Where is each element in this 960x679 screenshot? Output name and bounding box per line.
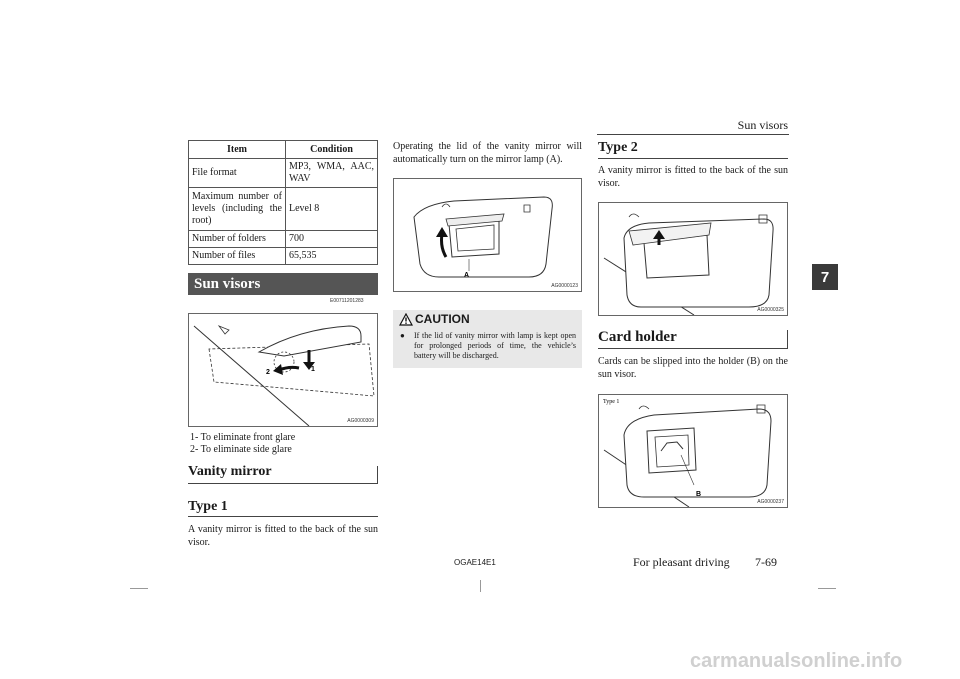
figure-label-a: A bbox=[464, 272, 470, 279]
page-number: 7-69 bbox=[755, 555, 777, 569]
warning-triangle-icon bbox=[399, 313, 413, 326]
section-banner: Sun visors bbox=[188, 273, 378, 295]
table-header-row bbox=[189, 141, 378, 159]
table-row bbox=[189, 231, 378, 248]
vanity-mirror-heading: Vanity mirror bbox=[188, 464, 272, 479]
figure-label-1: 1 bbox=[311, 366, 315, 373]
type2-text: A vanity mirror is fitted to the back of the sun visor. bbox=[598, 165, 788, 189]
watermark: carmanualsonline.info bbox=[690, 650, 903, 672]
type2-heading: Type 2 bbox=[598, 140, 638, 155]
table-row bbox=[189, 188, 378, 231]
caution-text: If the lid of vanity mirror with lamp is kept open for prolonged periods of time, the vehicle’s battery will be discharged. bbox=[414, 331, 576, 360]
sun-visor-figure bbox=[188, 313, 378, 427]
heading-rule bbox=[598, 158, 788, 159]
heading-rule bbox=[598, 348, 788, 349]
table-cell: Number of folders bbox=[189, 231, 286, 248]
table-cell: File format bbox=[189, 159, 286, 188]
heading-rule bbox=[188, 516, 378, 517]
type1-heading: Type 1 bbox=[188, 499, 228, 514]
running-header: Sun visors bbox=[737, 118, 788, 132]
table-cell: 700 bbox=[286, 231, 378, 248]
card-holder-figure bbox=[598, 394, 788, 508]
crop-mark bbox=[818, 588, 836, 589]
figure-code: AG0000237 bbox=[757, 499, 784, 505]
card-holder-heading: Card holder bbox=[598, 329, 677, 345]
figure-code: AG0000123 bbox=[551, 283, 578, 289]
crop-mark bbox=[130, 588, 148, 589]
figure-code: AG0000325 bbox=[757, 307, 784, 313]
type2-mirror-figure bbox=[598, 202, 788, 316]
header-rule bbox=[597, 134, 789, 135]
table-row bbox=[189, 248, 378, 265]
figure-caption: Type 1 bbox=[603, 399, 620, 405]
table-cell: Level 8 bbox=[286, 188, 378, 231]
bullet-icon: ● bbox=[400, 331, 405, 340]
figure-code: AG0000309 bbox=[347, 418, 374, 424]
vanity-mirror-figure bbox=[393, 178, 582, 292]
legend-item: 1- To eliminate front glare bbox=[190, 432, 296, 443]
column-header: Item bbox=[189, 141, 286, 159]
table-cell: MP3, WMA, AAC, WAV bbox=[286, 159, 378, 188]
type1-paragraph: Operating the lid of the vanity mirror will automatically turn on the mirror lamp (A). bbox=[393, 141, 582, 165]
table-cell: Maximum number of levels (including the root) bbox=[189, 188, 286, 231]
heading-rule-tick bbox=[787, 330, 788, 348]
caution-title: CAUTION bbox=[415, 312, 470, 326]
chapter-tab: 7 bbox=[812, 264, 838, 290]
table-cell: Number of files bbox=[189, 248, 286, 265]
legend-item: 2- To eliminate side glare bbox=[190, 444, 292, 455]
caution-box bbox=[393, 310, 582, 368]
type1-text: A vanity mirror is fitted to the back of the sun visor. bbox=[188, 524, 378, 548]
spec-table bbox=[188, 140, 378, 265]
heading-rule bbox=[188, 483, 378, 484]
table-row bbox=[189, 159, 378, 188]
figure-label-2: 2 bbox=[266, 369, 270, 376]
heading-rule-tick bbox=[377, 466, 378, 483]
figure-label-b: B bbox=[696, 491, 702, 498]
column-header: Condition bbox=[286, 141, 378, 159]
section-code: E00711201283 bbox=[330, 298, 364, 304]
crop-mark bbox=[480, 580, 481, 592]
chapter-name: For pleasant driving bbox=[633, 555, 730, 569]
card-holder-text: Cards can be slipped into the holder (B) on the sun visor. bbox=[598, 356, 788, 380]
table-cell: 65,535 bbox=[286, 248, 378, 265]
doc-code: OGAE14E1 bbox=[454, 558, 496, 567]
